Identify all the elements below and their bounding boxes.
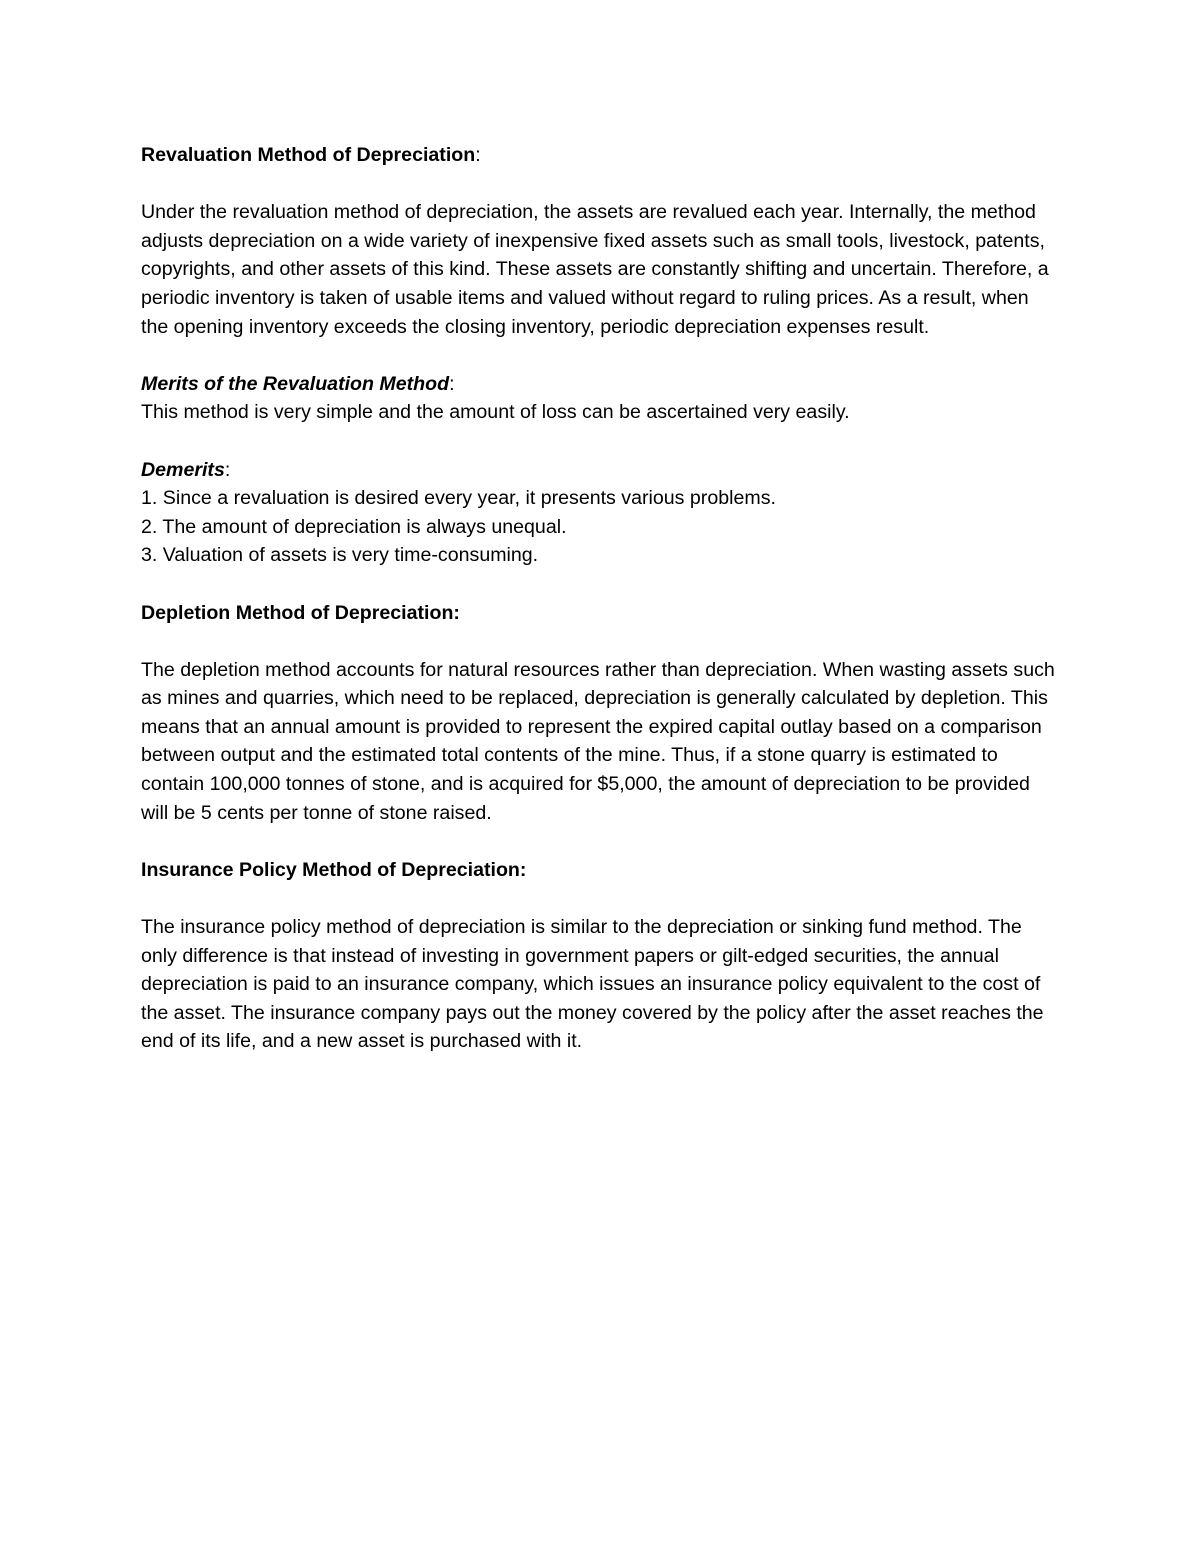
merits-body: This method is very simple and the amount of loss can be ascertained very easily. bbox=[141, 401, 850, 424]
demerit-item-1: 1. Since a revaluation is desired every year, it presents various problems. bbox=[141, 487, 776, 510]
depletion-heading: Depletion Method of Depreciation: bbox=[141, 601, 460, 624]
revaluation-heading-colon: : bbox=[475, 144, 481, 166]
revaluation-heading: Revaluation Method of Depreciation bbox=[141, 144, 476, 166]
revaluation-body: Under the revaluation method of depreciation, the assets are revalued each year. Internally, the method adjusts depreciation on a wide variety of inexpensive fixed assets such as small tools, livestock, patents, copyrights, and other assets of this kind. These assets are constantly shifting and uncertain. Therefore, a periodic inventory is taken of usable items and valued without regard to ruling prices. As a result, when the opening inventory exceeds the closing inventory, periodic depreciation expenses result. bbox=[141, 201, 1049, 338]
insurance-body: The insurance policy method of depreciation is similar to the depreciation or sinking fund method. The only difference is that instead of investing in government papers or gilt-edged securities, the annual depreciation is paid to an insurance company, which issues an insurance policy equivalent to the cost of the asset. The insurance company pays out the money covered by the policy after the asset reaches the end of its life, and a new asset is purchased with it. bbox=[141, 916, 1044, 1053]
demerit-item-2: 2. The amount of depreciation is always unequal. bbox=[141, 515, 567, 538]
merits-heading: Merits of the Revaluation Method bbox=[141, 372, 450, 395]
merits-heading-colon: : bbox=[449, 372, 455, 395]
insurance-heading: Insurance Policy Method of Depreciation: bbox=[141, 858, 527, 881]
depletion-body: The depletion method accounts for natural resources rather than depreciation. When wasting assets such as mines and quarries, which need to be replaced, depreciation is generally calculated by depletion. This means that an annual amount is provided to represent the expired capital outlay based on a comparison between output and the estimated total contents of the mine. Thus, if a stone quarry is estimated to contain 100,000 tonnes of stone, and is acquired for $5,000, the amount of depreciation to be provided will be 5 cents per tonne of stone raised. bbox=[141, 658, 1055, 824]
demerit-item-3: 3. Valuation of assets is very time-consuming. bbox=[141, 544, 539, 567]
demerits-heading-colon: : bbox=[224, 458, 231, 481]
demerits-heading-line bbox=[141, 456, 1061, 485]
demerits-heading: Demerits bbox=[141, 458, 225, 481]
document-page bbox=[141, 141, 1061, 1056]
merits-heading-line bbox=[141, 370, 1061, 399]
revaluation-heading-line bbox=[141, 141, 1061, 170]
